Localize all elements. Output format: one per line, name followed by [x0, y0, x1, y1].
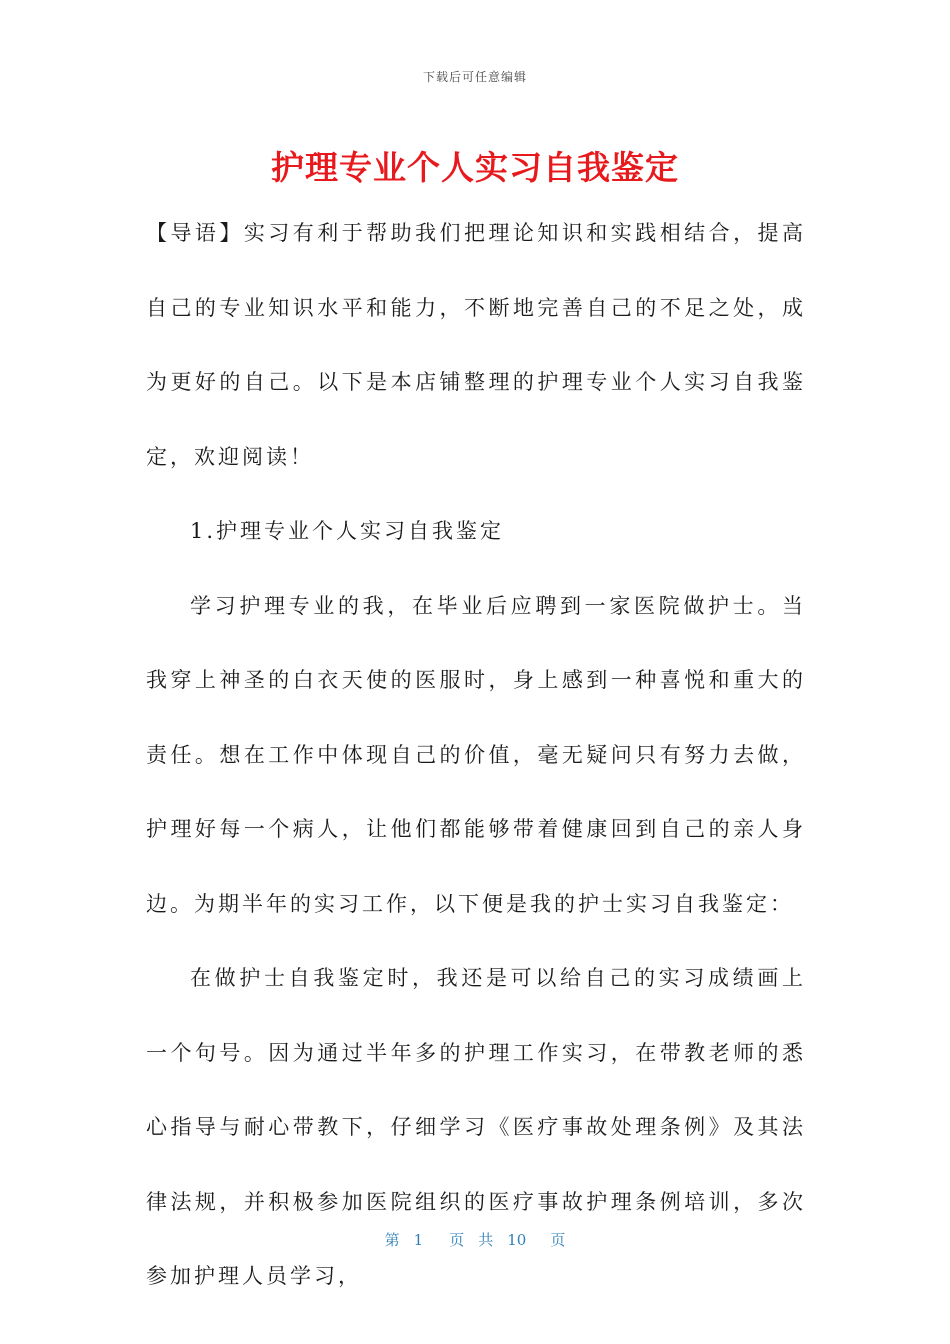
header-note: 下载后可任意编辑: [422, 70, 527, 84]
page-footer: [0, 1229, 950, 1250]
footer-page-number: 1: [413, 1231, 424, 1249]
footer-page-suffix: 页: [449, 1231, 465, 1249]
footer-total-suffix: 页: [550, 1231, 566, 1249]
document-title: 护理专业个人实习自我鉴定: [271, 148, 679, 187]
footer-page-label: 第: [384, 1231, 400, 1249]
body-paragraph-1: 学习护理专业的我，在毕业后应聘到一家医院做护士。当我穿上神圣的白衣天使的医服时，身上感到一种喜悦和重大的责任。想在工作中体现自己的价值，毫无疑问只有努力去做，护理好每一个病人，让他们都能够带着健康回到自己的亲人身边。为期半年的实习工作，以下便是我的护士实习自我鉴定：: [146, 593, 806, 916]
footer-total-pages: 10: [507, 1231, 527, 1249]
intro-paragraph: 【导语】实习有利于帮助我们把理论知识和实践相结合，提高自己的专业知识水平和能力，不断地完善自己的不足之处，成为更好的自己。以下是本店铺整理的护理专业个人实习自我鉴定，欢迎阅读！: [146, 221, 806, 469]
footer-total-label: 共: [478, 1231, 494, 1249]
body-paragraph-2: 在做护士自我鉴定时，我还是可以给自己的实习成绩画上一个句号。因为通过半年多的护理工作实习，在带教老师的悉心指导与耐心带教下，仔细学习《医疗事故处理条例》及其法律法规，并积极参加医院组织的医疗事故护理条例培训，多次参加护理人员学习，: [146, 966, 806, 1288]
section-heading: 1.护理专业个人实习自我鉴定: [190, 519, 505, 543]
document-body: [146, 196, 806, 1314]
